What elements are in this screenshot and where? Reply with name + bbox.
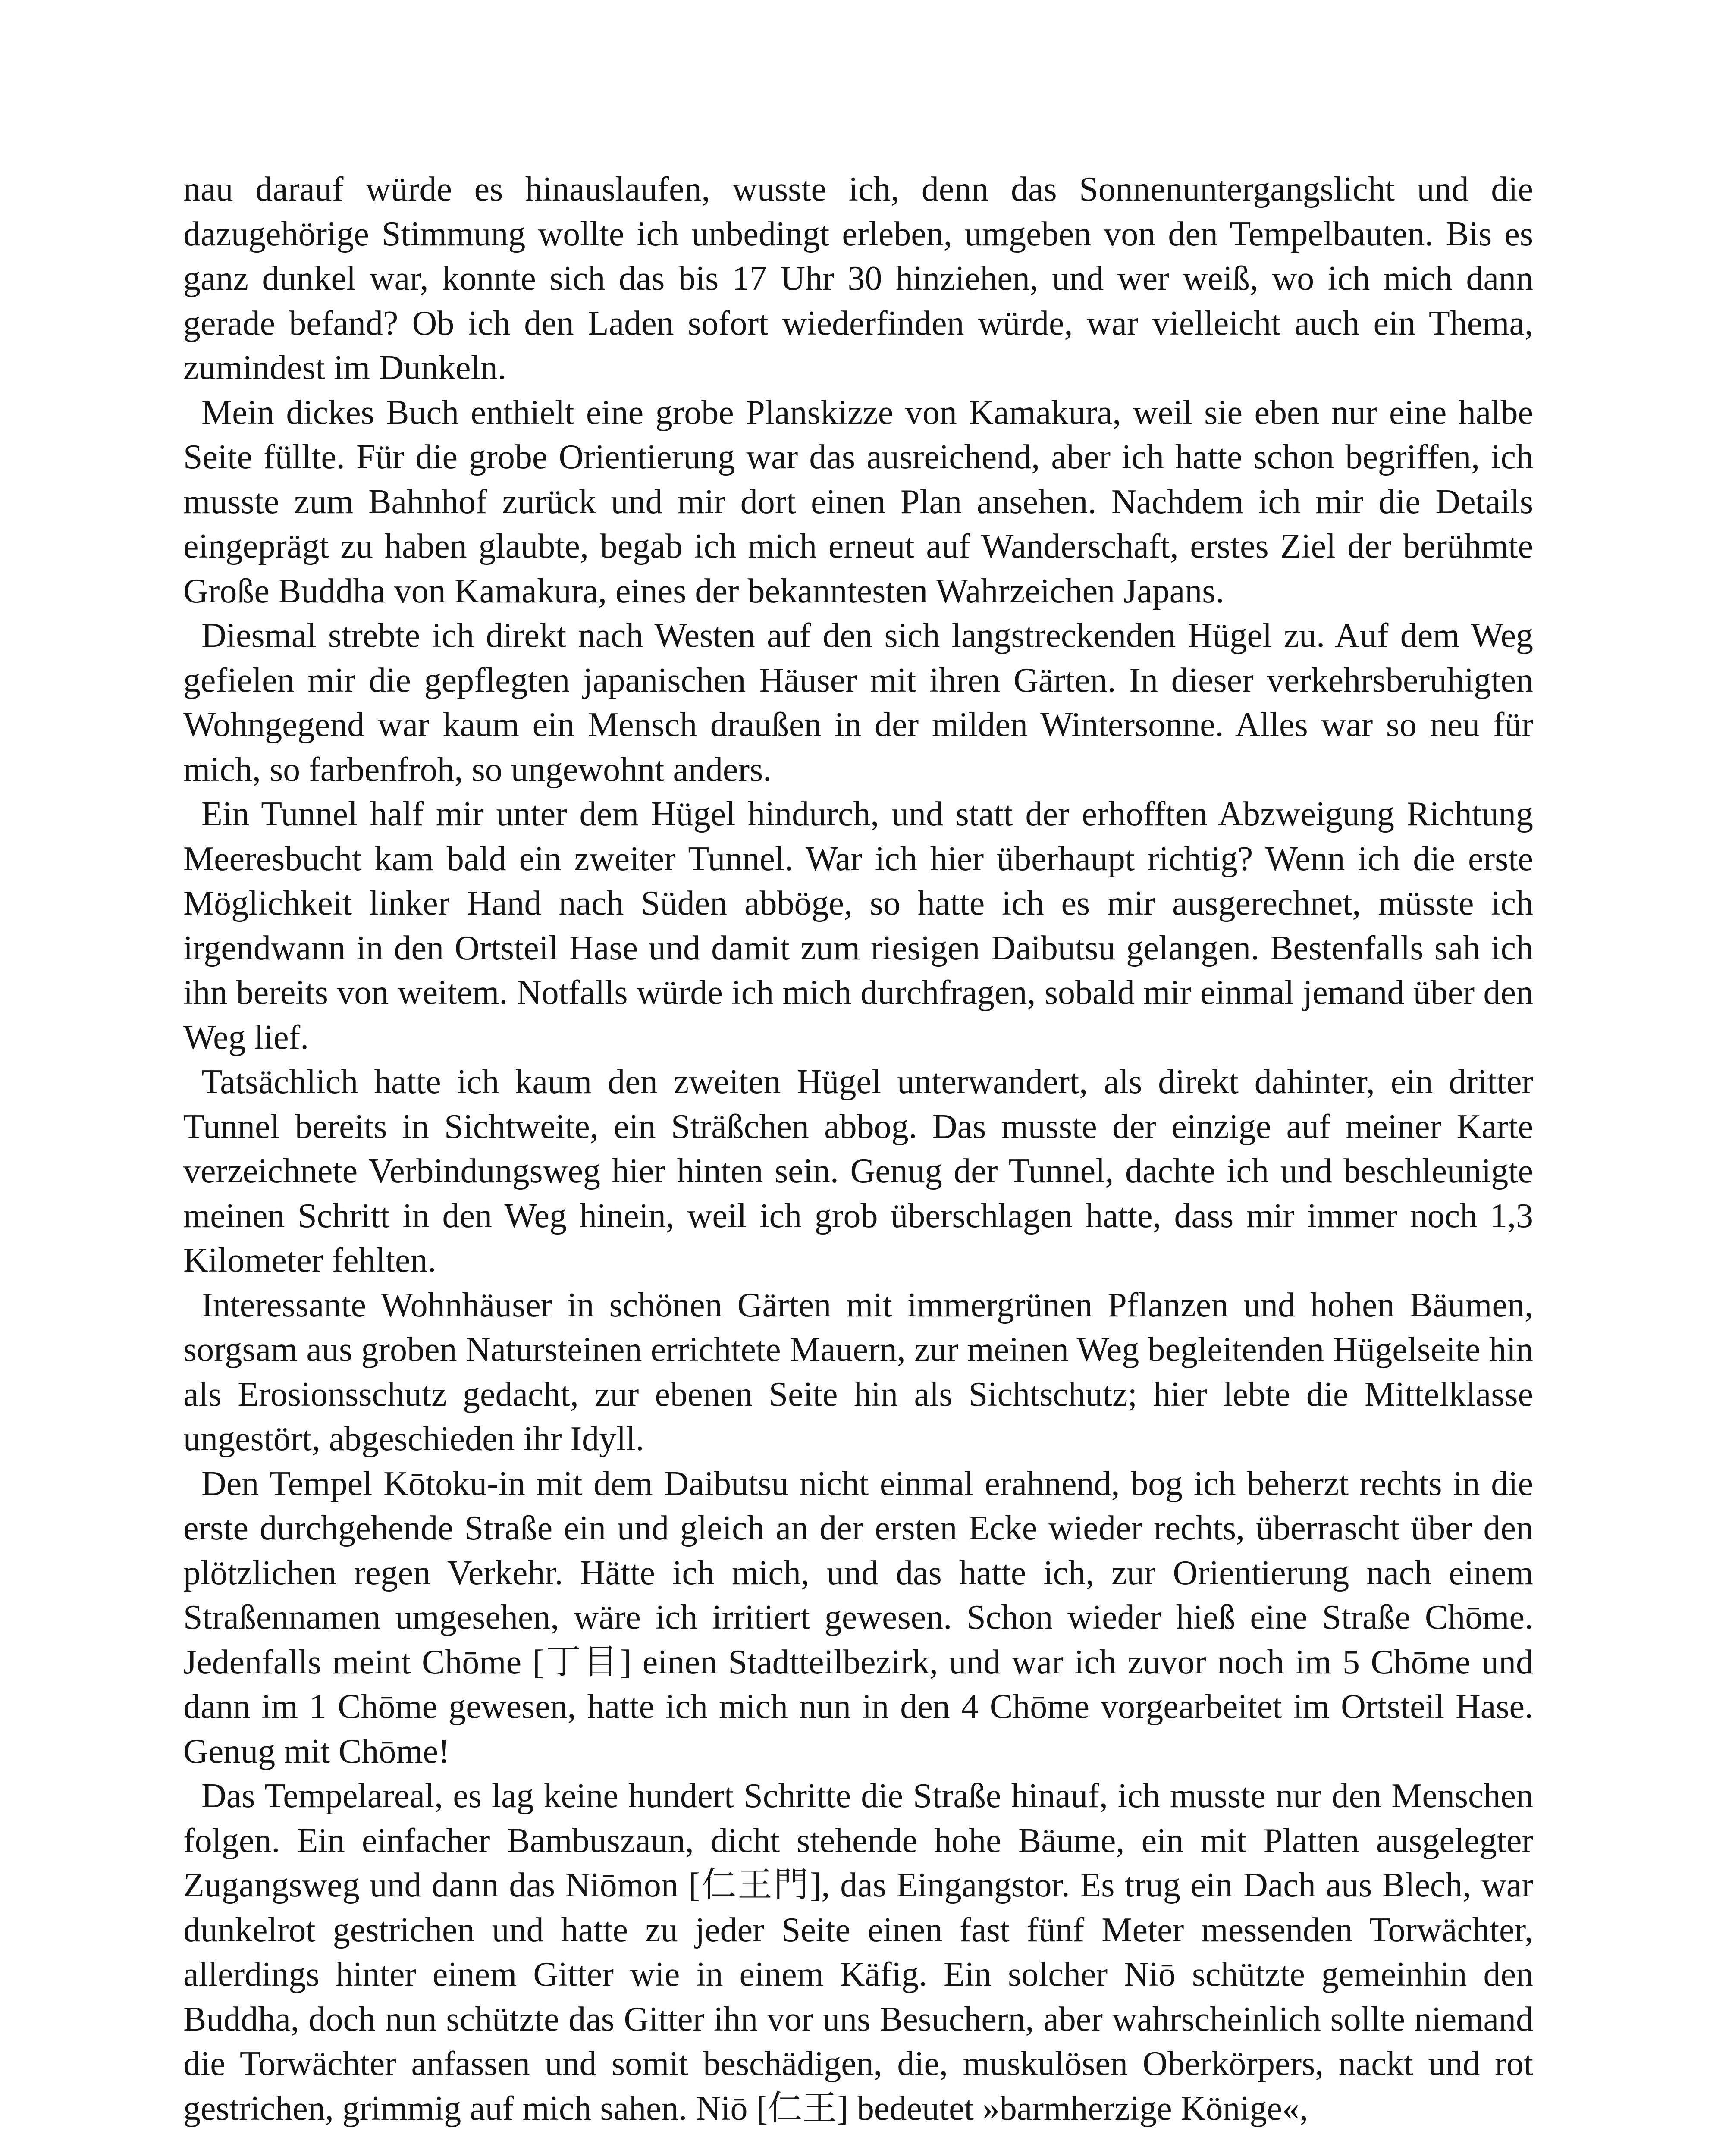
paragraph-5: Tatsächlich hatte ich kaum den zweiten Hügel unterwandert, als direkt dahinter, ein dritter Tunnel bereits in Sichtweite, ein Sträßchen abbog. Das musste der einzige auf meiner Karte verzeichnete Verbindungsweg hier hinten sein. Genug der Tunnel, dachte ich und beschleunigte meinen Schritt in den Weg hinein, weil ich grob überschlagen hatte, dass mir immer noch 1,3 Kilometer fehlten.: [183, 1063, 1533, 1279]
paragraph-6: Interessante Wohnhäuser in schönen Gärten mit immergrünen Pflanzen und hohen Bäumen, sorgsam aus groben Natursteinen errichtete Mauern, zur meinen Weg begleitenden Hügelseite hin als Erosionsschutz gedacht, zur ebenen Seite hin als Sichtschutz; hier lebte die Mittelklasse ungestört, abgeschieden ihr Idyll.: [183, 1286, 1533, 1458]
paragraph-2: Mein dickes Buch enthielt eine grobe Planskizze von Kamakura, weil sie eben nur eine halbe Seite füllte. Für die grobe Orientierung war das ausreichend, aber ich hatte schon begriffen, ich musste zum Bahnhof zurück und mir dort einen Plan ansehen. Nachdem ich mir die Details eingeprägt zu haben glaubte, begab ich mich erneut auf Wanderschaft, erstes Ziel der berühmte Große Buddha von Kamakura, eines der bekanntesten Wahrzeichen Japans.: [183, 393, 1533, 610]
paragraph-7: Den Tempel Kōtoku-in mit dem Daibutsu nicht einmal erahnend, bog ich beherzt rechts in die erste durchgehende Straße ein und gleich an der ersten Ecke wieder rechts, überrascht über den plötzlichen regen Verkehr. Hätte ich mich, und das hatte ich, zur Orientierung nach einem Straßennamen umgesehen, wäre ich irritiert gewesen. Schon wieder hieß eine Straße Chōme. Jedenfalls meint Chōme [丁目] einen Stadtteilbezirk, und war ich zuvor noch im 5 Chōme und dann im 1 Chōme gewesen, hatte ich mich nun in den 4 Chōme vorgearbeitet im Ortsteil Hase. Genug mit Chōme!: [183, 1464, 1533, 1771]
paragraph-3: Diesmal strebte ich direkt nach Westen auf den sich langstreckenden Hügel zu. Auf dem Weg gefielen mir die gepflegten japanischen Häuser mit ihren Gärten. In dieser verkehrsberuhigten Wohngegend war kaum ein Mensch draußen in der milden Wintersonne. Alles war so neu für mich, so farbenfroh, so ungewohnt anders.: [183, 617, 1533, 789]
paragraph-8: Das Tempelareal, es lag keine hundert Schritte die Straße hinauf, ich musste nur den Menschen folgen. Ein einfacher Bambuszaun, dicht stehende hohe Bäume, ein mit Platten ausgelegter Zugangsweg und dann das Niōmon [仁王門], das Eingangstor. Es trug ein Dach aus Blech, war dunkelrot gestrichen und hatte zu jeder Seite einen fast fünf Meter messenden Torwächter, allerdings hinter einem Gitter wie in einem Käfig. Ein solcher Niō schützte gemeinhin den Buddha, doch nun schützte das Gitter ihn vor uns Besuchern, aber wahrscheinlich sollte niemand die Torwächter anfassen und somit beschädigen, die, muskulösen Oberkörpers, nackt und rot gestrichen, grimmig auf mich sahen. Niō [仁王] bedeutet »barmherzige Könige«,: [183, 1777, 1533, 2128]
body-text: [183, 167, 1533, 2131]
paragraph-1: nau darauf würde es hinauslaufen, wusste ich, denn das Sonnenuntergangslicht und die dazugehörige Stimmung wollte ich unbedingt erleben, umgeben von den Tempelbauten. Bis es ganz dunkel war, konnte sich das bis 17 Uhr 30 hinziehen, und wer weiß, wo ich mich dann gerade befand? Ob ich den Laden sofort wiederfinden würde, war vielleicht auch ein Thema, zumindest im Dunkeln.: [183, 170, 1533, 387]
paragraph-4: Ein Tunnel half mir unter dem Hügel hindurch, und statt der erhofften Abzweigung Richtung Meeresbucht kam bald ein zweiter Tunnel. War ich hier überhaupt richtig? Wenn ich die erste Möglichkeit linker Hand nach Süden abböge, so hatte ich es mir ausgerechnet, müsste ich irgendwann in den Ortsteil Hase und damit zum riesigen Daibutsu gelangen. Bestenfalls sah ich ihn bereits von weitem. Notfalls würde ich mich durchfragen, sobald mir einmal jemand über den Weg lief.: [183, 795, 1533, 1056]
